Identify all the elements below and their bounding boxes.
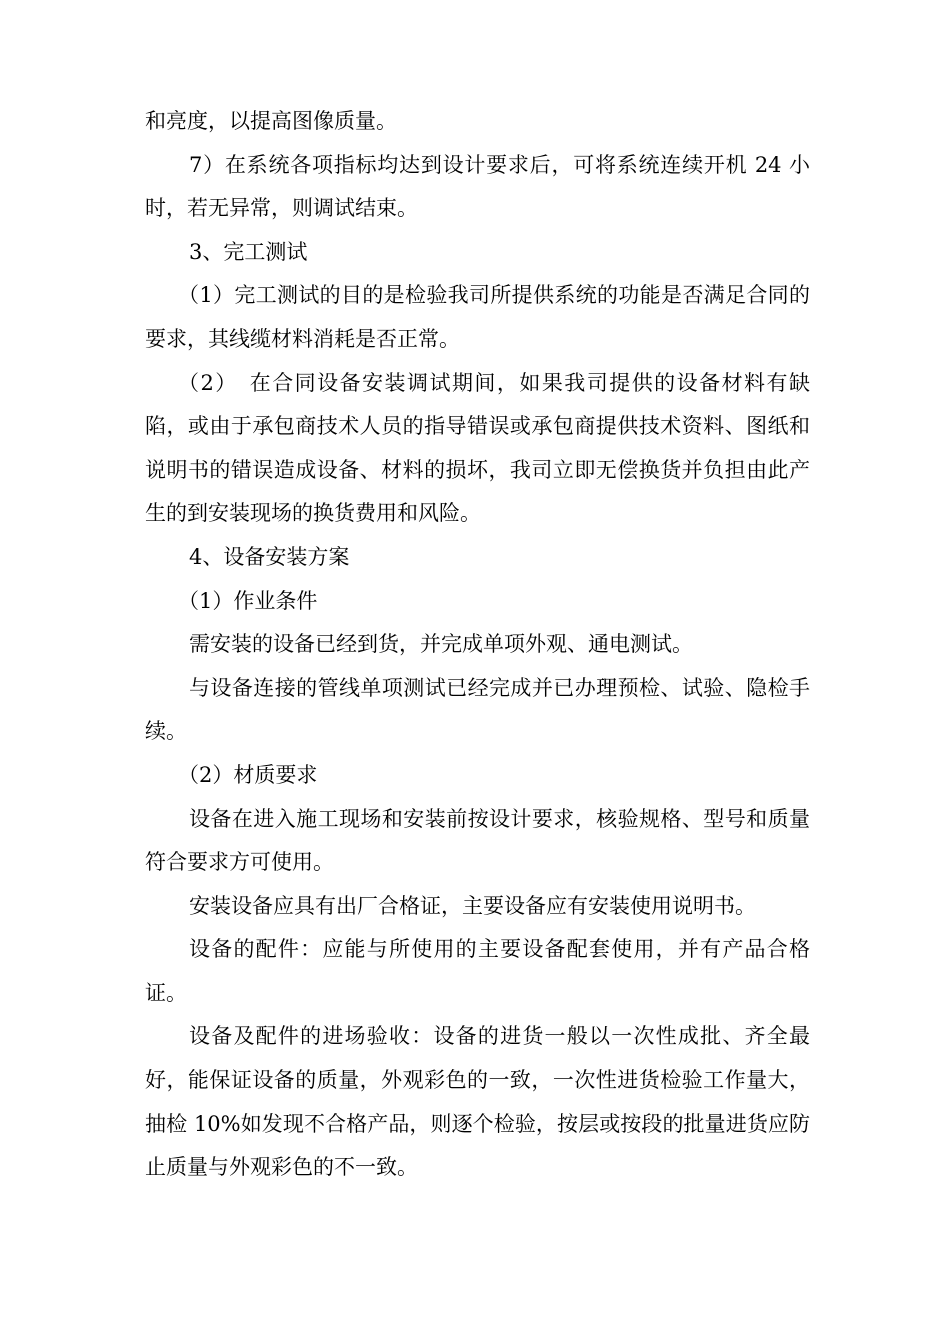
paragraph-8: 需安装的设备已经到货，并完成单项外观、通电测试。 — [189, 632, 693, 657]
section-heading-4: 4、设备安装方案 — [189, 544, 350, 569]
subheading-material-requirements: （2）材质要求 — [178, 762, 318, 787]
paragraph-9: 与设备连接的管线单项测试已经完成并已办理预检、试验、隐检手续。 — [145, 675, 810, 744]
paragraph-13: 设备的配件：应能与所使用的主要设备配套使用，并有产品合格证。 — [145, 937, 810, 1005]
paragraph-4: （1）完工测试的目的是检验我司所提供系统的功能是否满足合同的要求，其线缆材料消耗是否正常。 — [145, 283, 810, 351]
paragraph-2: 7）在系统各项指标均达到设计要求后，可将系统连续开机 24 小时，若无异常，则调试结束。 — [145, 152, 810, 221]
document-body — [145, 100, 810, 1190]
paragraph-11: 设备在进入施工现场和安装前按设计要求，核验规格、型号和质量符合要求方可使用。 — [145, 806, 810, 875]
paragraph-12: 安装设备应具有出厂合格证，主要设备应有安装使用说明书。 — [189, 893, 756, 918]
section-heading-3: 3、完工测试 — [189, 239, 308, 264]
paragraph-5: （2） 在合同设备安装调试期间，如果我司提供的设备材料有缺陷，或由于承包商技术人员的指导错误或承包商提供技术资料、图纸和说明书的错误造成设备、材料的损坏，我司立即无偿换货并负担由此产生的到安装现场的换货费用和风险。 — [145, 370, 810, 526]
paragraph-14: 设备及配件的进场验收：设备的进货一般以一次性成批、齐全最好，能保证设备的质量，外观彩色的一致，一次性进货检验工作量大，抽检 10%如发现不合格产品，则逐个检验，按层或按段的批量进货应防止质量与外观彩色的不一致。 — [145, 1024, 810, 1180]
subheading-work-conditions: （1）作业条件 — [178, 588, 318, 613]
paragraph-1: 和亮度，以提高图像质量。 — [145, 109, 397, 133]
